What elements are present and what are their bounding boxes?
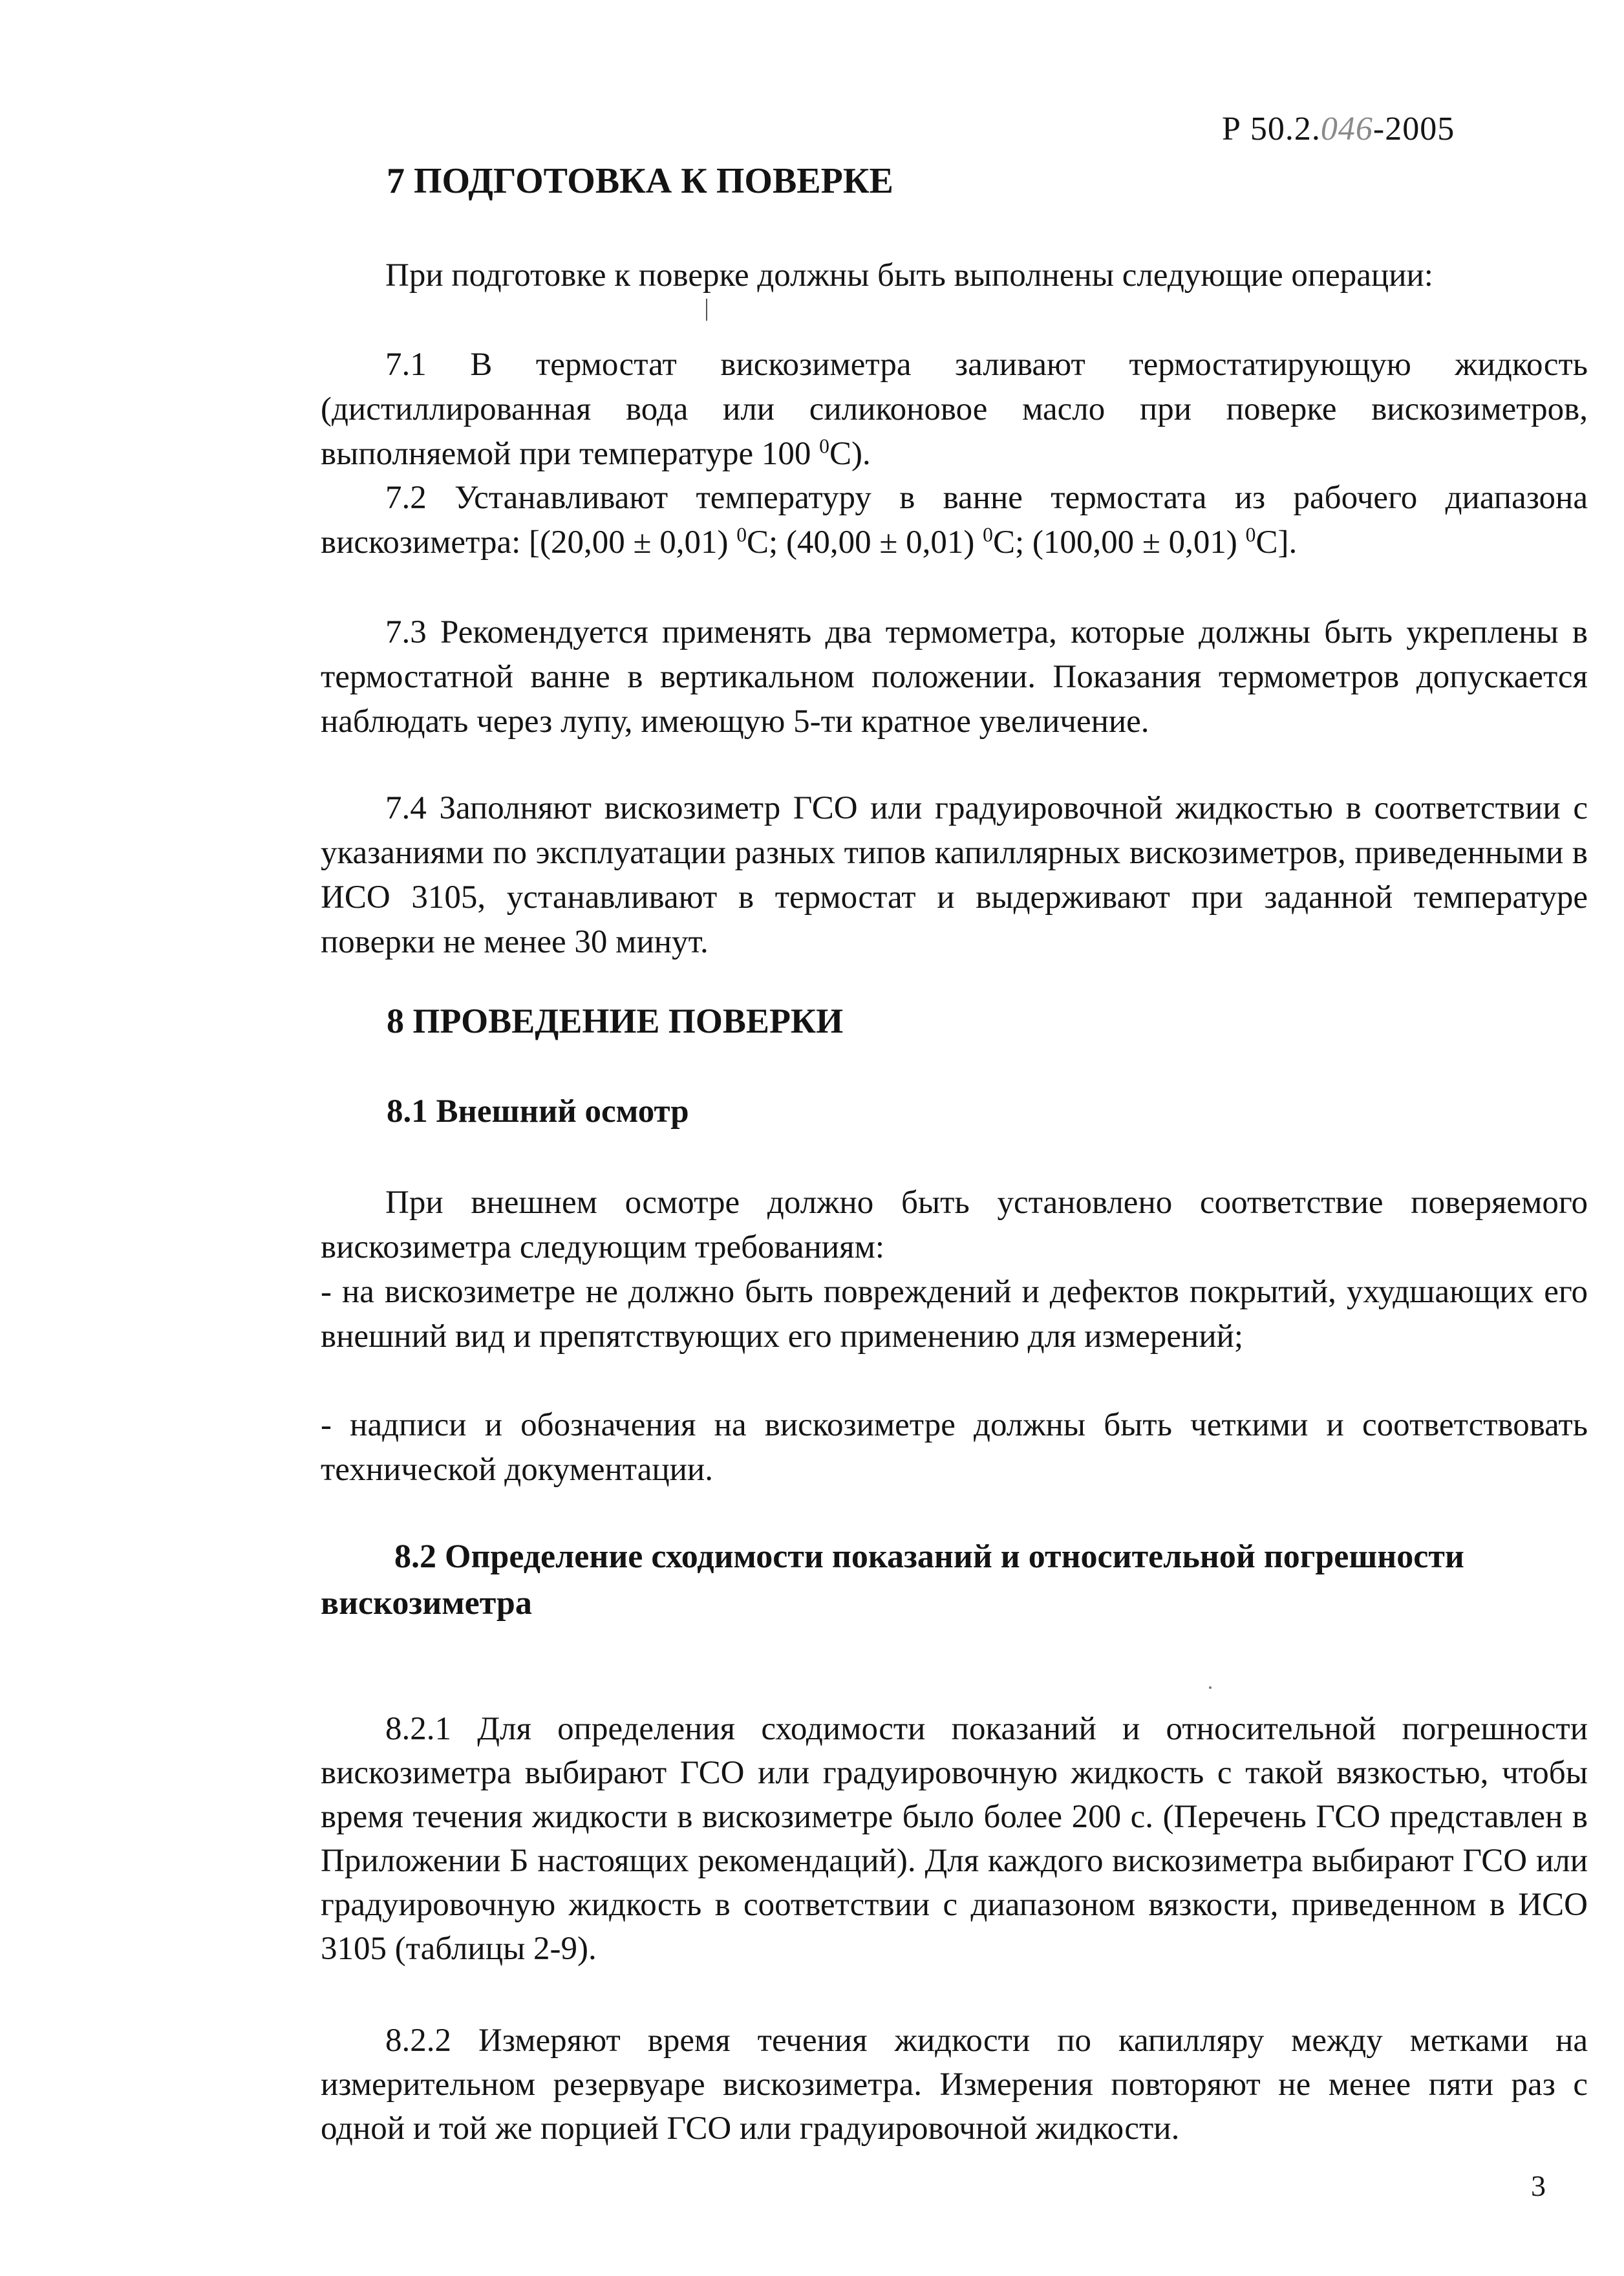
page-number: 3 (1531, 2169, 1546, 2202)
paragraph-7-2-c: С; (100,00 ± 0,01) (992, 524, 1246, 561)
degree-sup: 0 (736, 523, 747, 546)
paragraph-8-2-2: 8.2.2 Измеряют время течения жидкости по капилляру между метками на измерительном резервуаре вискозиметра. Измерения повторяют не менее пяти раз с одной и той же порцией ГСО или градуировочной жидкости. (321, 2023, 1588, 2147)
subsection-8-2-title: 8.2 Определение сходимости показаний и относительной погрешности вискозиметра (321, 1538, 1464, 1622)
doc-number-suffix: -2005 (1373, 111, 1455, 147)
section-7-title: 7 ПОДГОТОВКА К ПОВЕРКЕ (387, 161, 893, 201)
paragraph-8-2-1: 8.2.1 Для определения сходимости показаний и относительной погрешности вискозиметра выбирают ГСО или градуировочную жидкость с такой вязкостью, чтобы время течения жидкости в вискозиметре было более 200 с. (Перечень ГСО представлен в Приложении Б настоящих рекомендаций). Для каждого вискозиметра выбирают ГСО или градуировочную жидкость в соответствии с диапазоном вязкости, приведенном в ИСО 3105 (таблицы 2-9). (321, 1711, 1588, 1967)
degree-sup: 0 (819, 435, 829, 458)
subsection-8-1-title: 8.1 Внешний осмотр (387, 1093, 689, 1130)
document-number (1222, 110, 1455, 148)
paragraph-7-4: 7.4 Заполняют вискозиметр ГСО или градуировочной жидкостью в соответствии с указаниями по эксплуатации разных типов капиллярных вискозиметров, приведенными в ИСО 3105, устанавливают в термостат и выдерживают при заданной температуре поверки не менее 30 минут. (321, 790, 1588, 960)
degree-sup: 0 (1245, 523, 1256, 546)
stray-dot (1209, 1686, 1212, 1689)
requirement-list-item: - надписи и обозначения на вискозиметре должны быть четкими и соответствовать технической документации. (321, 1407, 1588, 1488)
degree-sup: 0 (983, 523, 993, 546)
paragraph-7-1 (321, 343, 1588, 477)
paragraph-7-1-text: 7.1 В термостат вискозиметра заливают термостатирующую жидкость (дистиллированная вода или силиконовое масло при поверке вискозиметров, выполняемой при температуре 100 (321, 347, 1588, 472)
paragraph-7-2-a: 7.2 Устанавливают температуру в ванне термостата из рабочего диапазона вискозиметра: [(20,00 ± 0,01) (321, 480, 1588, 561)
section-7-intro: При подготовке к поверке должны быть выполнены следующие операции: (385, 257, 1433, 294)
paragraph-7-1-end: С). (829, 436, 871, 472)
doc-number-handwritten: 046 (1320, 111, 1373, 147)
paragraph-7-3: 7.3 Рекомендуется применять два термометра, которые должны быть укреплены в термостатной ванне в вертикальном положении. Показания термометров допускается наблюдать через лупу, имеющую 5-ти кратное увеличение. (321, 614, 1588, 740)
stray-mark (706, 299, 707, 321)
paragraph-7-2-b: С; (40,00 ± 0,01) (747, 524, 983, 561)
section-8-title: 8 ПРОВЕДЕНИЕ ПОВЕРКИ (387, 1002, 844, 1040)
paragraph-7-2-d: С]. (1255, 524, 1298, 561)
requirement-list-item: - на вискозиметре не должно быть повреждений и дефектов покрытий, ухудшающих его внешний вид и препятствующих его применению для измерений; (321, 1274, 1588, 1355)
doc-number-prefix: Р 50.2. (1222, 111, 1321, 147)
paragraph-7-2 (321, 476, 1588, 565)
subsection-8-1-intro: При внешнем осмотре должно быть установлено соответствие поверяемого вискозиметра следующим требованиям: (321, 1185, 1588, 1265)
